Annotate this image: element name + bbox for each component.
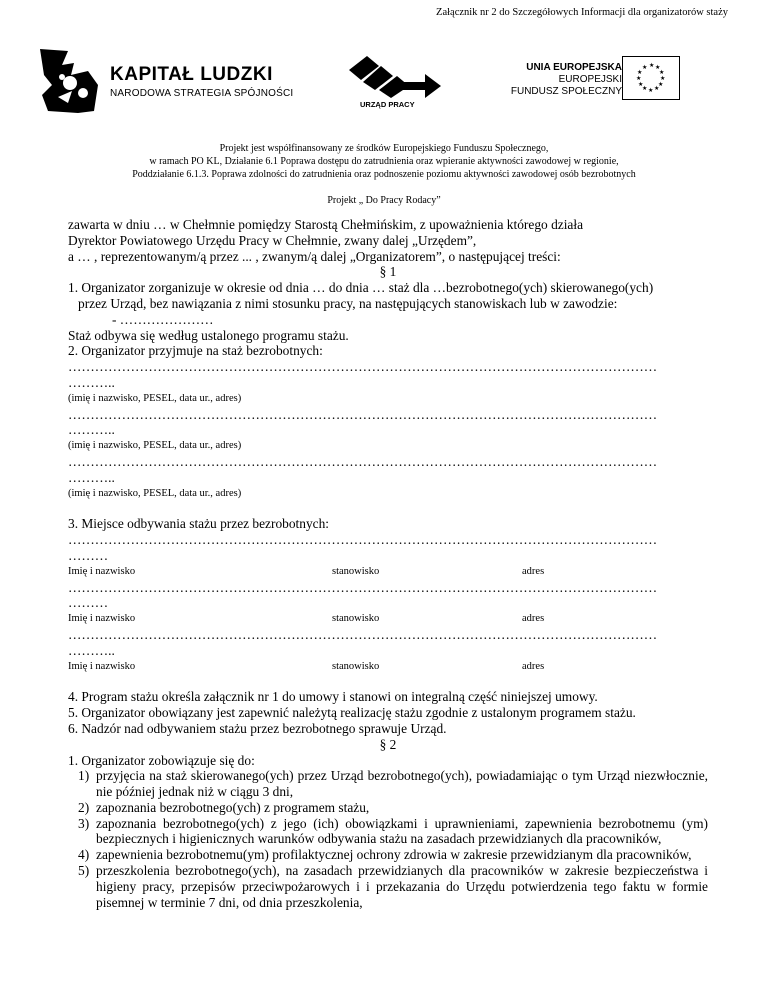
urzad-pracy-caption: URZĄD PRACY bbox=[360, 100, 415, 109]
item-text: przyjęcia na staż skierowanego(ych) przez Urząd bezrobotnego(ych), powiadamiając o tym Urząd niezwłocznie, nie później jednak niż w ciągu 3 dni, bbox=[96, 768, 708, 800]
project-line2: w ramach PO KL, Działanie 6.1 Poprawa dostępu do zatrudnienia oraz wpieranie aktywności zawodowej w regionie, bbox=[149, 156, 619, 167]
svg-text:★: ★ bbox=[654, 85, 660, 92]
col-address: adres bbox=[522, 565, 545, 577]
list-item bbox=[68, 800, 708, 816]
svg-text:★: ★ bbox=[660, 75, 666, 82]
dotted-short: ……….. bbox=[68, 642, 115, 658]
item-number: 2) bbox=[78, 799, 90, 815]
svg-text:★: ★ bbox=[642, 85, 648, 92]
person-caption: (imię i nazwisko, PESEL, data ur., adres) bbox=[68, 487, 242, 499]
s1-point1: 1. Organizator zorganizuje w okresie od dnia … do dnia … staż dla …bezrobotnego(ych) skierowanego(ych) bbox=[68, 280, 654, 296]
project-line1: Projekt jest współfinansowany ze środków Europejskiego Funduszu Społecznego, bbox=[219, 143, 549, 154]
dotted-line: …………………………………………………………………………………………………………………… bbox=[68, 532, 658, 548]
dotted-short: ……… bbox=[68, 595, 109, 611]
intro-line2: Dyrektor Powiatowego Urzędu Pracy w Chełmnie, zwany dalej „Urzędem”, bbox=[68, 232, 477, 248]
col-name: Imię i nazwisko bbox=[68, 565, 136, 577]
project-line3: Poddziałanie 6.1.3. Poprawa zdolności do zatrudnienia oraz podnoszenie poziomu aktywności zawodowej osób bezrobotnych bbox=[132, 169, 636, 180]
col-position: stanowisko bbox=[332, 565, 380, 577]
kapital-ludzki-text bbox=[110, 64, 293, 99]
s1-point1-cont: przez Urząd, bez nawiązania z nimi stosunku pracy, na następujących stanowiskach lub w zawodzie: bbox=[78, 295, 618, 311]
kl-title: KAPITAŁ LUDZKI bbox=[110, 64, 273, 85]
col-name: Imię i nazwisko bbox=[68, 660, 136, 672]
s1-point3: 3. Miejsce odbywania stażu przez bezrobotnych: bbox=[68, 516, 330, 532]
dotted-line: …………………………………………………………………………………………………………………… bbox=[68, 453, 658, 469]
eu-line1: UNIA EUROPEJSKA bbox=[526, 62, 622, 73]
s1-point2: 2. Organizator przyjmuje na staż bezrobotnych: bbox=[68, 343, 323, 359]
s1-program-note: Staż odbywa się według ustalonego programu stażu. bbox=[68, 327, 349, 343]
svg-text:★: ★ bbox=[655, 64, 661, 71]
project-info bbox=[0, 142, 768, 207]
col-position: stanowisko bbox=[332, 613, 380, 625]
col-name: Imię i nazwisko bbox=[68, 613, 136, 625]
item-text: zapoznania bezrobotnego(ych) z jego (ich) obowiązkami i uprawnieniami, zapewnienia bezrobotnemu (ym) bezpiecznych i higienicznych warunków odbywania stażu na zasadach przewidzianych dla pracowników, bbox=[96, 815, 708, 847]
obligations-list bbox=[68, 768, 708, 910]
section-2-heading: § 2 bbox=[379, 736, 397, 752]
person-caption: (imię i nazwisko, PESEL, data ur., adres) bbox=[68, 440, 242, 452]
agreement-body bbox=[68, 217, 708, 910]
svg-text:★: ★ bbox=[642, 64, 648, 71]
dotted-line: …………………………………………………………………………………………………………………… bbox=[68, 406, 658, 422]
kl-subtitle: NARODOWA STRATEGIA SPÓJNOŚCI bbox=[110, 88, 294, 99]
s1-point6: 6. Nadzór nad odbywaniem stażu przez bezrobotnego sprawuje Urząd. bbox=[68, 720, 447, 736]
svg-text:★: ★ bbox=[637, 69, 643, 76]
item-number: 3) bbox=[78, 815, 90, 831]
dotted-short: ……… bbox=[68, 547, 109, 563]
s1-position-blank: - ………………… bbox=[112, 311, 214, 327]
eu-line3: FUNDUSZ SPOŁECZNY bbox=[510, 86, 622, 97]
list-item bbox=[68, 816, 708, 848]
svg-text:★: ★ bbox=[649, 62, 655, 69]
col-address: adres bbox=[522, 613, 545, 625]
intro-line3: a … , reprezentowanym/ą przez ... , zwanym/ą dalej „Organizatorem”, o następującej treści: bbox=[68, 248, 561, 264]
place-caption-row bbox=[68, 611, 708, 627]
item-text: zapewnienia bezrobotnemu(ym) profilaktycznej ochrony zdrowia w zakresie przewidzianym dla pracowników, bbox=[96, 847, 692, 863]
s2-point1: 1. Organizator zobowiązuje się do: bbox=[68, 752, 255, 768]
header-note: Załącznik nr 2 do Szczegółowych Informacji dla organizatorów staży bbox=[436, 7, 728, 18]
place-caption-row bbox=[68, 659, 708, 675]
intro-line1: zawarta w dniu … w Chełmnie pomiędzy Starostą Chełmińskim, z upoważnienia którego działa bbox=[68, 217, 584, 232]
dotted-short: ……….. bbox=[68, 469, 115, 485]
list-item bbox=[68, 863, 708, 910]
urzad-pracy-logo-icon bbox=[345, 52, 445, 104]
svg-text:★: ★ bbox=[648, 87, 654, 94]
item-number: 1) bbox=[78, 768, 90, 784]
s1-point5: 5. Organizator obowiązany jest zapewnić należytą realizację stażu zgodnie z ustalonym programem stażu. bbox=[68, 705, 636, 721]
person-caption: (imię i nazwisko, PESEL, data ur., adres) bbox=[68, 392, 242, 404]
item-number: 5) bbox=[78, 863, 90, 879]
dotted-line: …………………………………………………………………………………………………………………… bbox=[68, 579, 658, 595]
eu-flag-icon bbox=[622, 56, 680, 100]
dotted-line: …………………………………………………………………………………………………………………… bbox=[68, 626, 658, 642]
svg-text:★: ★ bbox=[638, 81, 644, 88]
eu-line2: EUROPEJSKI bbox=[558, 74, 622, 85]
col-address: adres bbox=[522, 660, 545, 672]
kapital-ludzki-logo-icon bbox=[38, 45, 108, 115]
list-item bbox=[68, 768, 708, 800]
project-name: Projekt „ Do Pracy Rodacy” bbox=[327, 195, 441, 206]
col-position: stanowisko bbox=[332, 660, 380, 672]
item-text: zapoznania bezrobotnego(ych) z programem stażu, bbox=[96, 799, 370, 815]
place-caption-row bbox=[68, 564, 708, 580]
svg-text:★: ★ bbox=[658, 81, 664, 88]
dotted-short: ……….. bbox=[68, 422, 115, 438]
section-1-heading: § 1 bbox=[379, 264, 397, 280]
item-text: przeszkolenia bezrobotnego(ych), na zasadach przewidzianych dla pracowników w zakresie bezpieczeństwa i higieny pracy, przepisów przeciwpożarowych i i przekazania do Urzędu potwierdzenia tego faktu w formie pisemnej w terminie 7 dni, od dnia przeszkolenia, bbox=[96, 863, 708, 910]
item-number: 4) bbox=[78, 847, 90, 863]
list-item bbox=[68, 847, 708, 863]
svg-text:★: ★ bbox=[659, 69, 665, 76]
dotted-short: ……….. bbox=[68, 374, 115, 390]
s1-point4: 4. Program stażu określa załącznik nr 1 do umowy i stanowi on integralną część niniejszej umowy. bbox=[68, 689, 598, 705]
dotted-line: …………………………………………………………………………………………………………………… bbox=[68, 359, 658, 375]
eu-text bbox=[511, 62, 622, 98]
svg-text:★: ★ bbox=[636, 75, 642, 82]
